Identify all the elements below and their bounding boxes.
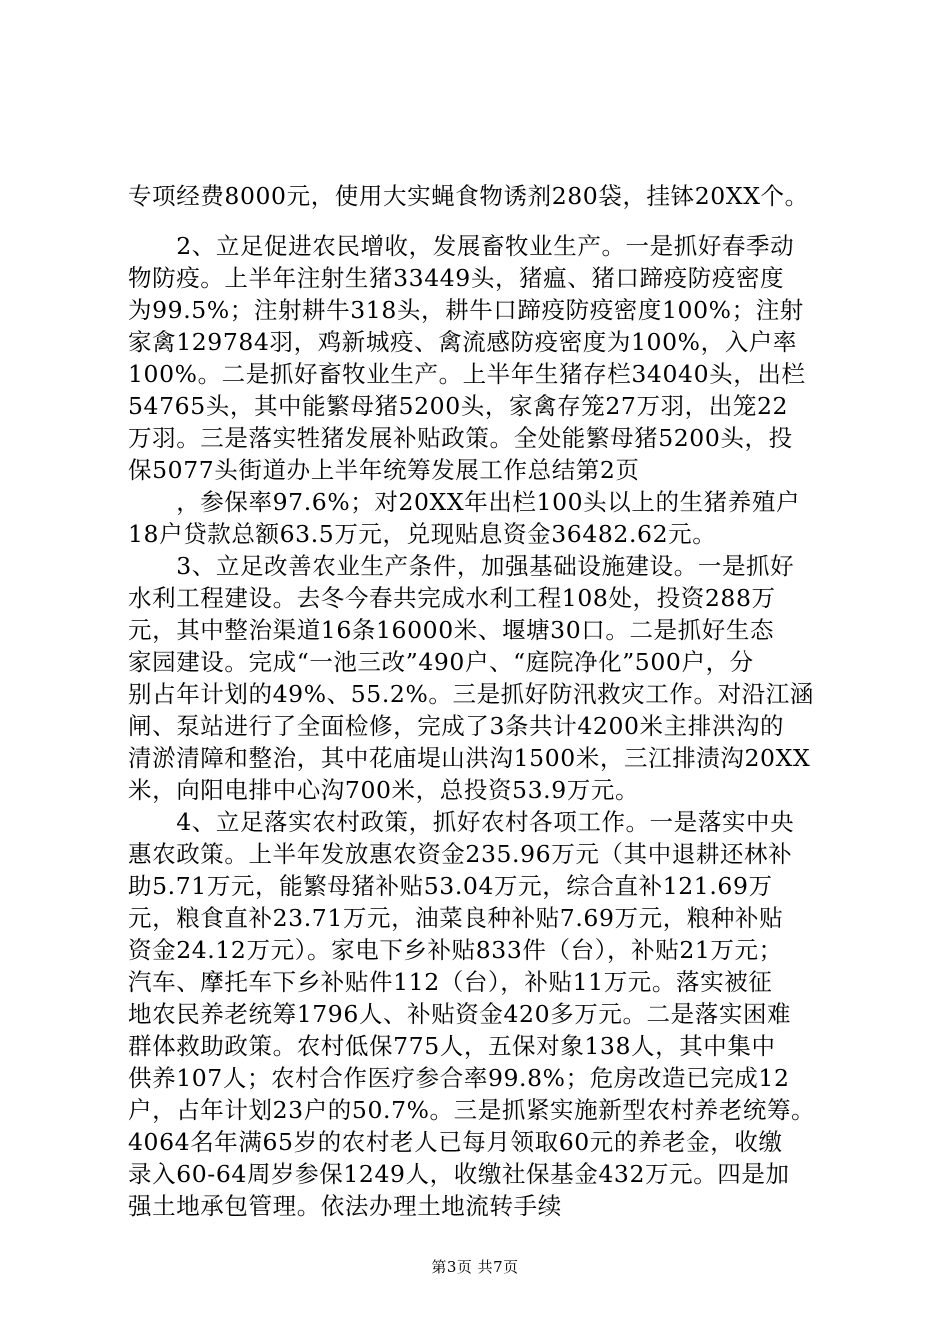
text-line: 54765头，其中能繁母猪5200头，家禽存笼27万羽，出笼22: [128, 392, 789, 420]
text-line: 水利工程建设。去冬今春共完成水利工程108处，投资288万: [128, 584, 776, 612]
text-line: 物防疫。上半年注射生猪33449头，猪瘟、猪口蹄疫防疫密度: [128, 264, 785, 292]
text-line: 保5077头街道办上半年统筹发展工作总结第2页: [128, 456, 640, 484]
text-line: 4、立足落实农村政策，抓好农村各项工作。一是落实中央: [128, 808, 795, 836]
text-line: 录入60-64周岁参保1249人，收缴社保基金432万元。四是加: [128, 1160, 790, 1188]
text-line: 家禽129784羽，鸡新城疫、禽流感防疫密度为100%，入户率: [128, 328, 797, 356]
text-line: 元，粮食直补23.71万元，油菜良种补贴7.69万元，粮种补贴: [128, 904, 784, 932]
text-line: 助5.71万元，能繁母猪补贴53.04万元，综合直补121.69万: [128, 872, 773, 900]
text-line: 元，其中整治渠道16条16000米、堰塘30口。二是抓好生态: [128, 616, 775, 644]
text-line: 18户贷款总额63.5万元，兑现贴息资金36482.62元。: [128, 520, 717, 548]
text-line: 100%。二是抓好畜牧业生产。上半年生猪存栏34040头，出栏: [128, 360, 806, 388]
text-line: 供养107人；农村合作医疗参合率99.8%；危房改造已完成12: [128, 1064, 790, 1092]
text-line: 群体救助政策。农村低保775人，五保对象138人，其中集中: [128, 1032, 776, 1060]
text-line: 汽车、摩托车下乡补贴件112（台），补贴11万元。落实被征: [128, 968, 773, 996]
text-line: 专项经费8000元，使用大实蝇食物诱剂280袋，挂钵20XX个。: [128, 182, 809, 210]
text-line: 清淤清障和整治，其中花庙堤山洪沟1500米，三江排渍沟20XX: [128, 744, 811, 772]
text-line: 米，向阳电排中心沟700米，总投资53.9万元。: [128, 776, 640, 804]
text-line: 闸、泵站进行了全面检修，完成了3条共计4200米主排洪沟的: [128, 712, 785, 740]
text-line: 4064名年满65岁的农村老人已每月领取60元的养老金，收缴: [128, 1128, 783, 1156]
page-footer: 第3页 共7页: [431, 1258, 519, 1276]
text-line: 地农民养老统筹1796人、补贴资金420多万元。二是落实困难: [128, 1000, 792, 1028]
text-line: 为99.5%；注射耕牛318头，耕牛口蹄疫防疫密度100%；注射: [128, 296, 804, 324]
text-line: 2、立足促进农民增收，发展畜牧业生产。一是抓好春季动: [128, 232, 795, 260]
text-line: 强土地承包管理。依法办理土地流转手续: [128, 1192, 562, 1220]
text-line: 资金24.12万元）。家电下乡补贴833件（台），补贴21万元；: [128, 936, 783, 964]
text-line: ，参保率97.6%；对20XX年出栏100头以上的生猪养殖户: [128, 488, 801, 516]
text-line: 3、立足改善农业生产条件，加强基础设施建设。一是抓好: [128, 552, 795, 580]
text-line: 家园建设。完成“一池三改”490户、“庭院净化”500户，分: [128, 648, 754, 676]
text-line: 户，占年计划23户的50.7%。三是抓紧实施新型农村养老统筹。: [128, 1096, 816, 1124]
text-line: 万羽。三是落实牲猪发展补贴政策。全处能繁母猪5200头，投: [128, 424, 793, 452]
text-line: 别占年计划的49%、55.2%。三是抓好防汛救灾工作。对沿江涵: [128, 680, 814, 708]
text-line: 惠农政策。上半年发放惠农资金235.96万元（其中退耕还林补: [128, 840, 793, 868]
